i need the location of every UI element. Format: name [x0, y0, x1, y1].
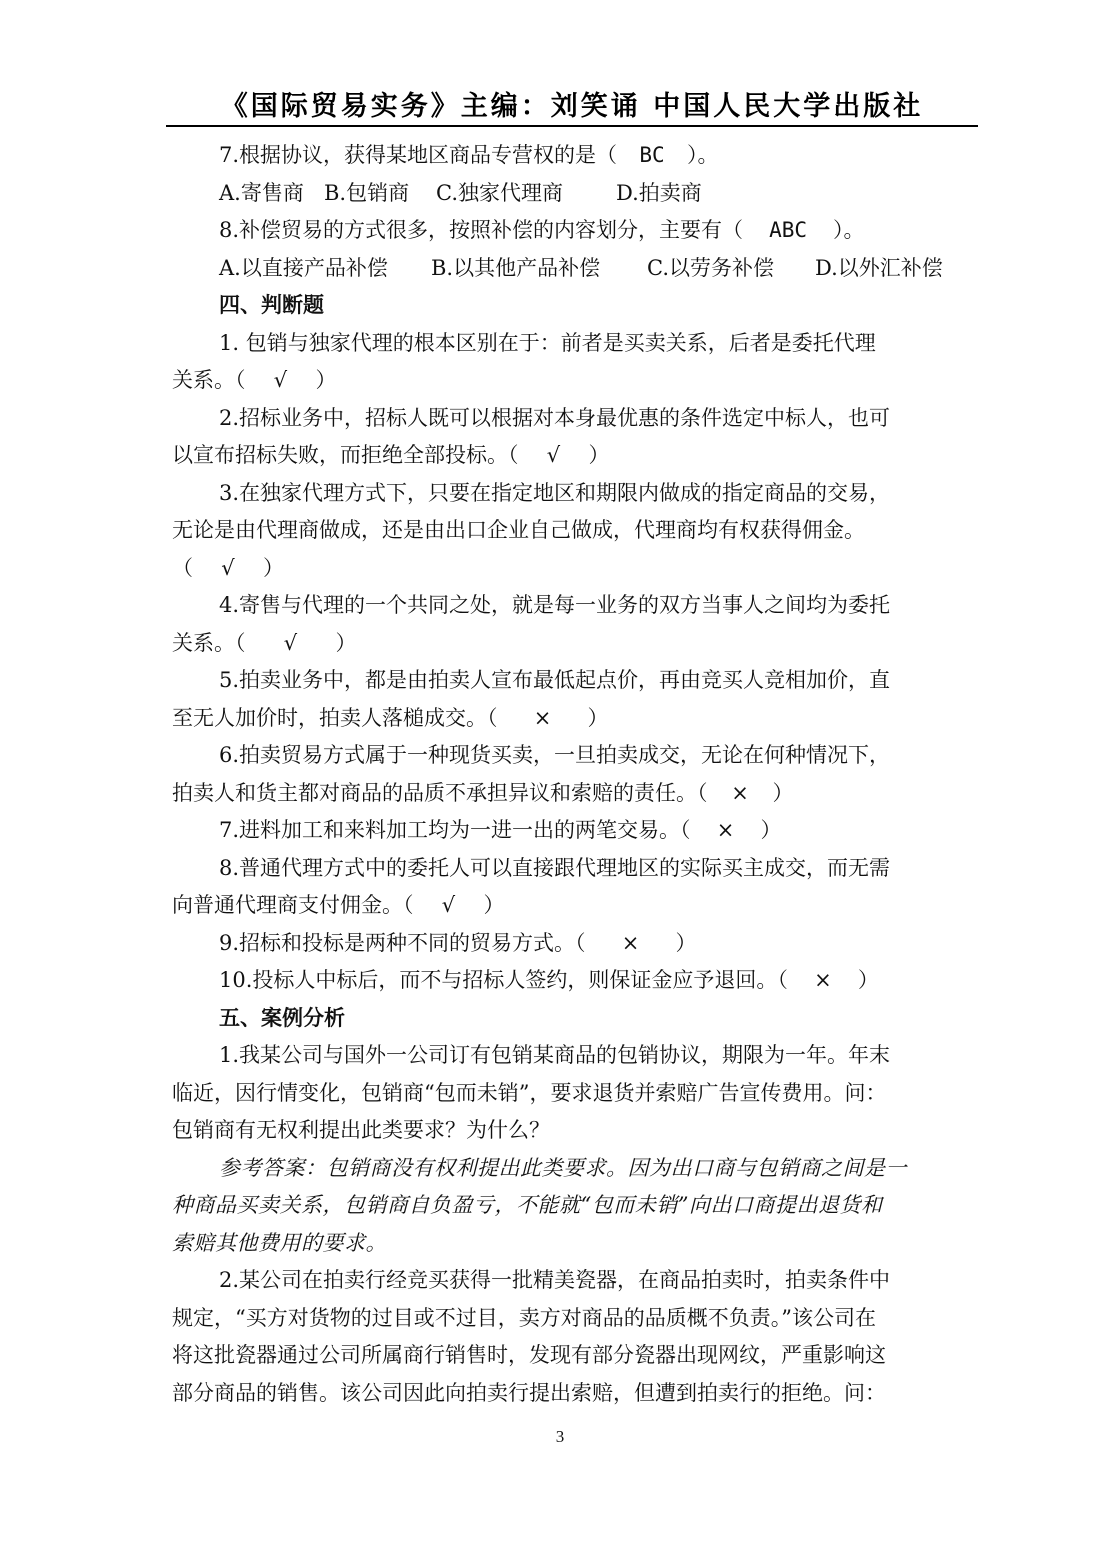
check-mark: √ — [546, 443, 561, 467]
case-2-line: 部分商品的销售。该公司因此向拍卖行提出索赔，但遭到拍卖行的拒绝。问： — [172, 1380, 886, 1405]
check-mark: √ — [283, 630, 298, 655]
question-8: 8.补偿贸易的方式很多，按照补偿的内容划分，主要有（ ABC ）。 — [172, 212, 978, 250]
cross-mark: × — [814, 968, 832, 992]
cross-mark: × — [621, 930, 640, 955]
judge-item-3: 3.在独家代理方式下，只要在指定地区和期限内做成的指定商品的交易， — [219, 480, 891, 505]
answer-8: ABC — [769, 218, 808, 242]
judge-item-7: 7.进料加工和来料加工均为一进一出的两笔交易。（ × ） — [172, 812, 978, 850]
case-1-answer-line: 种商品买卖关系，包销商自负盈亏，不能就“包而未销”向出口商提出退货和 — [172, 1193, 883, 1217]
judge-item-3-cont: 无论是由代理商做成，还是由出口企业自己做成，代理商均有权获得佣金。 — [172, 518, 865, 542]
check-mark: √ — [441, 893, 456, 917]
judge-item-2-cont: 以宣布招标失败，而拒绝全部投标。（ √ ） — [172, 437, 978, 475]
judge-item-6-cont: 拍卖人和货主都对商品的品质不承担异议和索赔的责任。（ × ） — [172, 775, 978, 813]
judge-item-10: 10.投标人中标后，而不与招标人签约，则保证金应予退回。（ × ） — [172, 962, 978, 1000]
judge-item-2: 2.招标业务中，招标人既可以根据对本身最优惠的条件选定中标人，也可 — [219, 405, 891, 430]
header-rule — [166, 125, 978, 127]
option-d: D.拍卖商 — [616, 180, 702, 205]
case-2-line: 2.某公司在拍卖行经竞买获得一批精美瓷器，在商品拍卖时，拍卖条件中 — [219, 1268, 891, 1292]
judge-item-3-mark: （ √ ） — [172, 550, 978, 588]
section-heading-judge: 四、判断题 — [219, 293, 324, 317]
options-8 — [172, 250, 978, 288]
option-b: B.包销商 — [324, 180, 410, 205]
judge-item-1-cont: 关系。（ √ ） — [172, 362, 978, 400]
section-heading-case: 五、案例分析 — [219, 1005, 345, 1030]
case-1-line: 临近，因行情变化，包销商“包而未销”，要求退货并索赔广告宣传费用。问： — [172, 1080, 887, 1105]
option-a: A.寄售商 — [219, 180, 304, 205]
judge-item-8: 8.普通代理方式中的委托人可以直接跟代理地区的实际买主成交，而无需 — [219, 855, 891, 880]
judge-item-4-cont: 关系。（ √ ） — [172, 625, 978, 663]
check-mark: √ — [273, 368, 288, 392]
judge-item-8-cont: 向普通代理商支付佣金。（ √ ） — [172, 887, 978, 925]
case-1-answer-line: 参考答案：包销商没有权利提出此类要求。因为出口商与包销商之间是一 — [219, 1155, 907, 1180]
case-1-answer-line: 索赔其他费用的要求。 — [172, 1230, 387, 1255]
cross-mark: × — [533, 705, 552, 730]
options-7 — [172, 175, 978, 213]
judge-item-5-cont: 至无人加价时，拍卖人落槌成交。（ × ） — [172, 700, 978, 738]
option-b: B.以其他产品补偿 — [431, 255, 601, 280]
judge-item-9: 9.招标和投标是两种不同的贸易方式。（ × ） — [172, 925, 978, 963]
option-a: A.以直接产品补偿 — [219, 255, 388, 280]
case-1-line: 包销商有无权利提出此类要求？为什么？ — [172, 1118, 550, 1142]
option-c: C.独家代理商 — [436, 180, 563, 205]
option-d: D.以外汇补偿 — [815, 255, 943, 280]
judge-item-6: 6.拍卖贸易方式属于一种现货买卖，一旦拍卖成交，无论在何种情况下， — [219, 743, 891, 767]
judge-item-1: 1. 包销与独家代理的根本区别在于：前者是买卖关系，后者是委托代理 — [219, 330, 876, 355]
case-1-line: 1.我某公司与国外一公司订有包销某商品的包销协议，期限为一年。年末 — [219, 1043, 891, 1067]
case-2-line: 规定，“买方对货物的过目或不过目，卖方对商品的品质概不负责。”该公司在 — [172, 1305, 876, 1330]
cross-mark: × — [731, 780, 749, 805]
page-header: 《国际贸易实务》主编：刘笑诵 中国人民大学出版社 — [220, 91, 924, 122]
page-body — [172, 137, 978, 1412]
option-c: C.以劳务补偿 — [647, 255, 774, 280]
judge-item-4: 4.寄售与代理的一个共同之处，就是每一业务的双方当事人之间均为委托 — [219, 593, 891, 617]
judge-item-5: 5.拍卖业务中，都是由拍卖人宣布最低起点价，再由竞买人竞相加价，直 — [219, 668, 891, 692]
answer-7: BC — [639, 143, 665, 167]
cross-mark: × — [716, 818, 735, 842]
page-number: 3 — [555, 1427, 565, 1446]
case-2-line: 将这批瓷器通过公司所属商行销售时，发现有部分瓷器出现网纹，严重影响这 — [172, 1343, 886, 1367]
question-7: 7.根据协议，获得某地区商品专营权的是（ BC ）。 — [172, 137, 978, 175]
check-mark: √ — [221, 555, 235, 580]
